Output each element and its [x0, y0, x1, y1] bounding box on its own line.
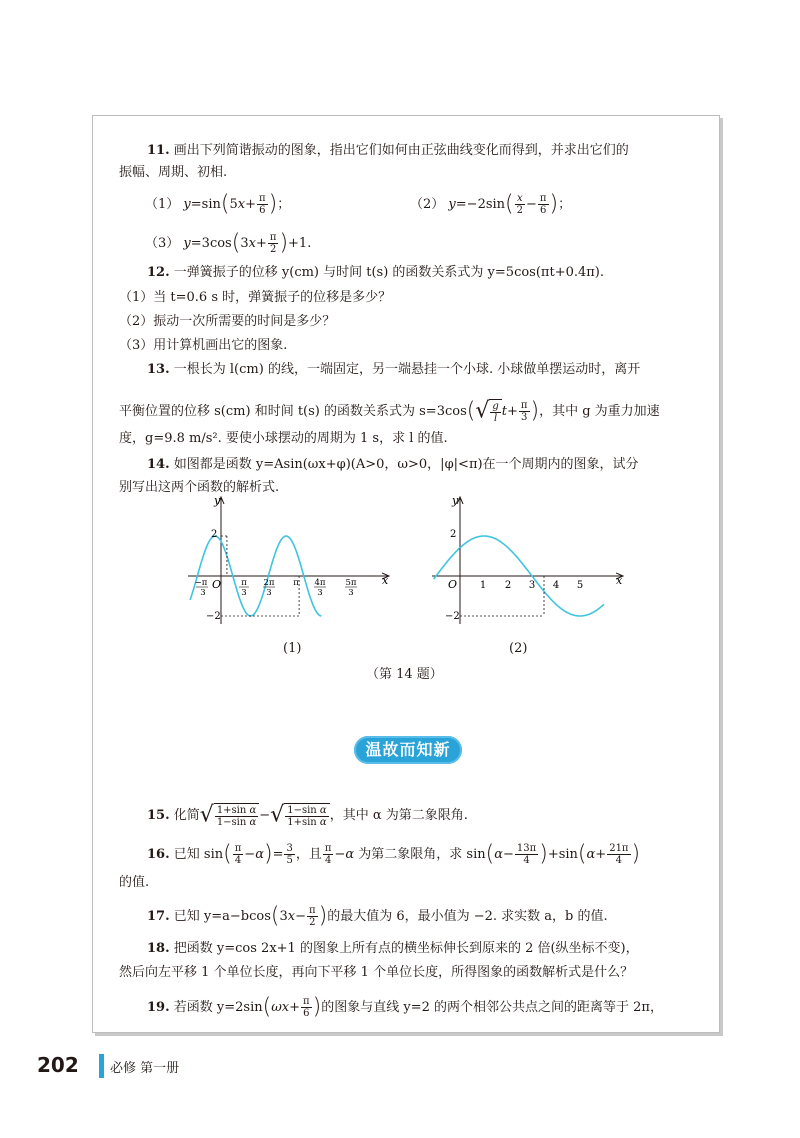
y-tick-neg2: −2 [206, 611, 221, 622]
problem-15: 15. 化简√ $\frac{\text{1+sin α}}{\text{1−sin α}}$ −√ $\frac{\text{1−sin α}}{\text{1+sin α}}$ ，其中 α 为第二象限角. [147, 802, 468, 828]
problem-16: 16. 已知 sin( $\frac{\pi}{4}$ −α)= $\frac{3}{5}$ ，且 $\frac{\pi}{4}$ −α 为第二象限角，求 sin(α− $\frac{13\pi}{4}$ )+sin(α+ $\frac{21\pi}{4}$ ) [147, 841, 641, 867]
problem-13-line1: 13. 一根长为 l(cm) 的线，一端固定，另一端悬挂一个小球. 小球做单摆运动时，离开 [147, 362, 641, 377]
problem-12-q2: （2）振动一次所需要的时间是多少？ [119, 314, 336, 329]
svg-text:π: π [241, 578, 247, 588]
figure-caption: （第 14 题） [366, 667, 443, 682]
problem-16-line2: 的值. [119, 875, 150, 890]
origin-label: O [448, 578, 458, 591]
sub-label: （1） [145, 197, 180, 212]
x-axis-label: x [616, 574, 623, 587]
svg-text:3: 3 [348, 588, 354, 598]
x-tick: 4 [552, 580, 560, 591]
y-tick-2: 2 [211, 529, 218, 540]
origin-label: O [212, 578, 222, 591]
x-tick: 3 [528, 580, 536, 591]
page-number: 202 [37, 1053, 79, 1077]
svg-text:3: 3 [200, 588, 206, 598]
problem-11-line2: 振幅、周期、初相. [119, 165, 228, 180]
svg-text:2π: 2π [263, 578, 275, 588]
x-axis-label: x [382, 574, 389, 587]
problem-11-sub1: （1） y=sin(5x+ $\frac{\pi}{6}$ )； [145, 191, 291, 217]
problem-12-q1: （1）当 t=0.6 s 时，弹簧振子的位移是多少？ [119, 290, 392, 305]
problem-19: 19. 若函数 y=2sin(ωx+ $\frac{\pi}{6}$ )的图象与直线 y=2 的两个相邻公共点之间的距离等于 2π， [147, 994, 663, 1020]
problem-18-line2: 然后向左平移 1 个单位长度，再向下平移 1 个单位长度，所得图象的函数解析式是什么？ [119, 965, 634, 980]
problem-11-sub3: （3） y=3cos(3x+ $\frac{\pi}{2}$ )+1. [145, 230, 312, 256]
x-ticks [480, 580, 583, 591]
sub-label: （2） [410, 197, 445, 212]
graph-2 [428, 492, 628, 632]
section-badge: 温故而知新 [354, 736, 462, 764]
book-title: 必修 第一册 [110, 1061, 180, 1076]
problem-13-line3: 度，g=9.8 m/s². 要使小球摆动的周期为 1 s，求 l 的值. [119, 431, 448, 446]
x-tick: 1 [479, 580, 487, 591]
x-tick: 5 [576, 580, 584, 591]
problem-number: 11. [147, 143, 170, 158]
svg-text:−π: −π [194, 578, 208, 588]
svg-text:3: 3 [241, 588, 247, 598]
svg-text:π: π [293, 578, 299, 588]
problem-14-line2: 别写出这两个函数的解析式. [119, 480, 280, 495]
svg-text:3: 3 [317, 588, 323, 598]
graph-1 [180, 492, 400, 632]
x-tick: 2 [504, 580, 512, 591]
graph-2-caption: (2) [509, 641, 528, 656]
problem-12-line1: 12. 一弹簧振子的位移 y(cm) 与时间 t(s) 的函数关系式为 y=5cos(πt+0.4π). [147, 265, 605, 280]
svg-text:5π: 5π [345, 578, 357, 588]
y-tick-neg2: −2 [445, 611, 460, 622]
problem-18-line1: 18. 把函数 y=cos 2x+1 的图象上所有点的横坐标伸长到原来的 2 倍(纵坐标不变)， [147, 941, 639, 956]
y-axis-label: y [452, 494, 459, 507]
problem-17: 17. 已知 y=a−bcos(3x− $\frac{\pi}{2}$ )的最大值为 6，最小值为 −2. 求实数 a，b 的值. [147, 903, 608, 929]
graph-1-caption: (1) [283, 641, 302, 656]
y-tick-2: 2 [450, 529, 457, 540]
y-axis-label: y [214, 494, 221, 507]
sub-label: （3） [145, 236, 180, 251]
problem-14-line1: 14. 如图都是函数 y=Asin(ωx+φ)(A>0，ω>0，|φ|<π)在一个周期内的图象，试分 [147, 457, 639, 472]
svg-text:3: 3 [266, 588, 272, 598]
footer-accent-bar [99, 1054, 104, 1078]
problem-text: 画出下列简谐振动的图象，指出它们如何由正弦曲线变化而得到，并求出它们的 [173, 143, 629, 158]
problem-11-line1 [147, 142, 629, 160]
problem-12-q3: （3）用计算机画出它的图象. [119, 338, 288, 353]
problem-13-line2: 平衡位置的位移 s(cm) 和时间 t(s) 的函数关系式为 s=3cos(√ $\frac{g}{l}$ t+ $\frac{\pi}{3}$ )，其中 g 为重力加速 [119, 398, 660, 424]
problem-11-sub2: （2） y=−2sin( $\frac{x}{2}$ − $\frac{\pi}{6}$ )； [410, 191, 572, 217]
svg-text:4π: 4π [314, 578, 326, 588]
